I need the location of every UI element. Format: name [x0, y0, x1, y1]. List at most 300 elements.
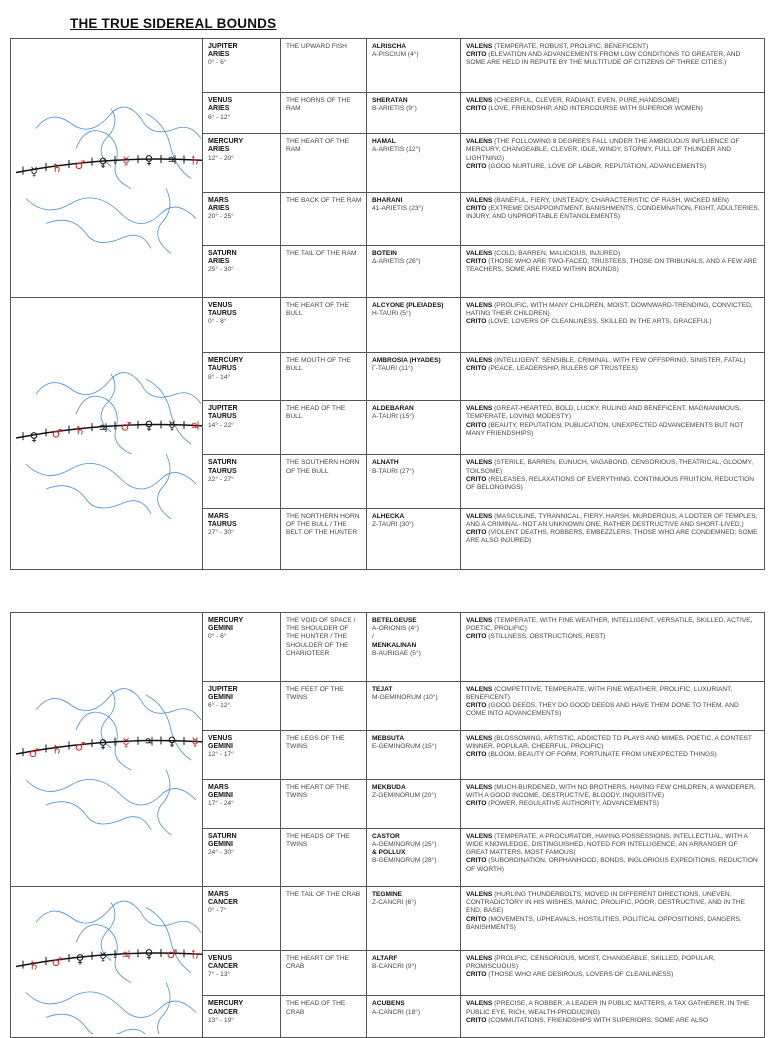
zodiac-strip-illustration	[16, 43, 203, 294]
crito-label: CRITO	[466, 257, 487, 265]
ruler-cell	[203, 730, 281, 779]
star-cell	[367, 779, 461, 828]
valens-text: (PRECISE, A ROBBER, A LEADER IN PUBLIC MATTERS, A TAX GATHERER, IN THE PUBLIC EYE, RICH, WEALTH-PRODUCING)	[466, 1000, 750, 1016]
valens-text: (CHEERFUL, CLEVER, RADIANT, EVEN, PURE,HANDSOME)	[494, 97, 680, 105]
bounds-table-gemini-cancer	[10, 612, 765, 1038]
valens-label: VALENS	[466, 954, 493, 962]
ruler-cell	[203, 455, 281, 508]
valens-text: (COMPETITIVE, TEMPERATE, WITH FINE WEATHER, PROLIFIC, LUXURIANT, BENEFICENT)	[466, 685, 733, 701]
ruler-cell	[203, 39, 281, 93]
valens-line	[466, 513, 760, 529]
valens-line	[466, 1000, 760, 1016]
planet-ruler: MERCURY	[208, 138, 244, 146]
planet-ruler: MARS	[208, 783, 229, 791]
symbol-text: THE HEAD OF THE CRAB	[286, 1000, 346, 1016]
star-name-secondary: & POLLUX	[372, 849, 406, 857]
valens-text: (INTELLIGENT, SENSIBLE, CRIMINAL, WITH FEW OFFSPRING, SINISTER, FATAL)	[494, 357, 746, 365]
crito-label: CRITO	[466, 51, 487, 59]
zodiac-sign: TAURUS	[208, 310, 237, 318]
star-designation-secondary: Β-AURIGAE (5°)	[372, 649, 421, 657]
constellation-figure	[26, 107, 201, 253]
symbol-text: THE TAIL OF THE CRAB	[286, 891, 361, 898]
crito-text: (THOSE WHO ARE TWO-FACED, TRUSTEES, THOSE ON TRIBUNALS, AND A FEW ARE TEACHERS, SOME ARE FIXED WITHIN BOUNDS)	[466, 257, 758, 274]
valens-text: (BANEFUL, FIERY, UNSTEADY, CHARACTERISTIC OF RASH, WICKED MEN)	[494, 196, 729, 204]
star-cell	[367, 455, 461, 508]
zodiac-sign: TAURUS	[208, 520, 237, 528]
valens-text: (MASCULINE, TYRANNICAL, FIERY, HARSH, MURDEROUS, A LOOTER OF TEMPLES, AND A CRIMINAL- NOT AN UNKNOWN ONE, RATHER DESTRUCTIVE AND SHORT-LIVED.)	[466, 512, 758, 528]
planet-ruler: MERCURY	[208, 357, 244, 365]
symbol-text: THE VOID OF SPACE / THE SHOULDER OF THE HUNTER / THE SHOULDER OF THE CHARIOTEER	[286, 617, 356, 657]
zodiac-sign: TAURUS	[208, 413, 237, 421]
mercury-glyph-icon: ☿	[30, 164, 38, 179]
planet-ruler: MARS	[208, 512, 229, 520]
crito-label: CRITO	[466, 475, 487, 483]
saturn-glyph-icon: ♄	[74, 423, 86, 438]
degree-range: 0° - 6°	[208, 59, 227, 67]
valens-text: (TEMPERATE, A PROCURATOR, HAVING POSSESSIONS, INTELLECTUAL, WITH A WIDE KNOWLEDGE, DISTINGUISHED, NOTED FOR INTELLIGENCE, AN ARRANGER OF GREAT MATTERS, MOST FAMOUS)	[466, 832, 748, 857]
star-name: ALHECKA	[372, 512, 405, 520]
star-cell	[367, 192, 461, 245]
star-designation: Α-CANCRI (18°)	[372, 1008, 421, 1016]
crito-text: (GOOD DEEDS, THEY DO GOOD DEEDS AND HAVE THEM DONE TO THEM, AND COME INTO ADVANCEMENTS)	[466, 701, 739, 718]
star-name: BHARANI	[372, 196, 403, 204]
star-cell	[367, 93, 461, 134]
venus-glyph-icon: ♀	[167, 734, 177, 749]
zodiac-sign: GEMINI	[208, 693, 233, 701]
zodiac-sign: ARIES	[208, 51, 230, 59]
valens-line	[466, 250, 760, 258]
zodiac-strip-illustration	[16, 302, 203, 566]
page-title: THE TRUE SIDEREAL BOUNDS	[70, 16, 277, 31]
zodiac-sign: ARIES	[208, 146, 230, 154]
crito-text: (EXTREME DISAPPOINTMENT, BANISHMENTS, CONDEMNATION, FIGHT, ADULTERIES, INJURY, AND UNPROFITABLE ENTANGLEMENTS)	[466, 204, 760, 220]
interpretation-cell	[461, 950, 765, 996]
star-separator: /	[372, 633, 374, 641]
bound-row	[11, 298, 765, 353]
ruler-cell	[203, 950, 281, 996]
crito-line	[466, 318, 760, 326]
symbol-cell	[281, 298, 367, 353]
valens-label: VALENS	[466, 196, 493, 204]
valens-line	[466, 833, 760, 858]
symbol-cell	[281, 730, 367, 779]
venus-glyph-icon: ♀	[144, 418, 154, 433]
star-designation: Ζ-CANCRI (6°)	[372, 899, 417, 907]
venus-glyph-icon: ♀	[75, 951, 85, 966]
valens-line	[466, 735, 760, 751]
zodiac-strip-illustration	[16, 891, 203, 1034]
mercury-glyph-icon: ☿	[122, 154, 130, 169]
valens-line	[466, 357, 760, 365]
valens-label: VALENS	[466, 97, 493, 105]
valens-line	[466, 302, 760, 318]
constellation-figure	[26, 689, 201, 835]
degree-range: 17° - 24°	[208, 800, 234, 808]
star-designation: Μ-GEMINORUM (10°)	[372, 693, 438, 701]
saturn-glyph-icon: ♄	[51, 160, 63, 175]
crito-label: CRITO	[466, 318, 487, 326]
crito-line	[466, 971, 760, 979]
crito-label: CRITO	[466, 970, 487, 978]
crito-text: (ELEVATION AND ADVANCEMENTS FROM LOW CONDITIONS TO GREATER, AND SOME ARE HELD IN REPUTE BY THE MULTITUDE OF CITIZENS OF THREE CITIES.)	[466, 51, 741, 67]
symbol-text: THE TAIL OF THE RAM	[286, 249, 357, 257]
crito-text: (MOVEMENTS, UPHEAVALS, HOSTILITIES, POLITICAL OPPOSITIONS, DANGERS, BANISHMENTS)	[466, 915, 742, 931]
star-cell	[367, 828, 461, 886]
valens-text: (HURLING THUNDERBOLTS, MOVED IN DIFFERENT DIRECTIONS, UNEVEN, CONTRADICTORY IN HIS WISHES, MANIC, PROLIFIC, POOR, DESTRUCTIVE, AND IN THE END, BASE)	[466, 891, 746, 915]
valens-label: VALENS	[466, 357, 493, 365]
symbol-text: THE HEART OF THE RAM	[286, 138, 350, 154]
zodiac-sign: CANCER	[208, 1008, 238, 1016]
symbol-text: THE FEET OF THE TWINS	[286, 685, 344, 701]
zodiac-sign: GEMINI	[208, 840, 233, 848]
crito-label: CRITO	[466, 633, 487, 641]
planet-ruler: SATURN	[208, 459, 237, 467]
star-cell	[367, 950, 461, 996]
symbol-cell	[281, 39, 367, 93]
valens-label: VALENS	[466, 405, 493, 413]
valens-label: VALENS	[466, 685, 493, 693]
star-cell	[367, 508, 461, 569]
interpretation-cell	[461, 779, 765, 828]
star-name: ACUBENS	[372, 1000, 405, 1008]
star-designation: 41-ARIETIS (23°)	[372, 204, 424, 212]
interpretation-cell	[461, 508, 765, 569]
interpretation-cell	[461, 887, 765, 951]
valens-label: VALENS	[466, 783, 493, 791]
symbol-text: THE NORTHERN HORN OF THE BULL / THE BELT OF THE HUNTER	[286, 512, 360, 537]
crito-line	[466, 633, 760, 641]
valens-label: VALENS	[466, 1000, 493, 1008]
degree-range: 13° - 19°	[208, 1016, 234, 1024]
zodiac-sign: CANCER	[208, 962, 238, 970]
zodiac-sign: GEMINI	[208, 625, 233, 633]
symbol-cell	[281, 245, 367, 297]
ruler-cell	[203, 508, 281, 569]
mars-glyph-icon: ♂	[51, 954, 63, 969]
symbol-cell	[281, 134, 367, 192]
star-name: CASTOR	[372, 832, 400, 840]
crito-line	[466, 529, 760, 545]
star-name: MEKBUDA	[372, 783, 406, 791]
planet-ruler: VENUS	[208, 954, 233, 962]
valens-label: VALENS	[466, 617, 493, 624]
ruler-cell	[203, 401, 281, 455]
interpretation-cell	[461, 134, 765, 192]
star-designation: Ζ-TAURI (30°)	[372, 520, 414, 528]
crito-text: (BEAUTY, REPUTATION, PUBLICATION, UNEXPECTED ADVANCEMENTS BUT NOT MANY FRIENDSHIPS)	[466, 421, 744, 437]
degree-range: 0° - 7°	[208, 907, 227, 915]
star-cell	[367, 681, 461, 730]
star-cell	[367, 613, 461, 682]
venus-glyph-icon: ♀	[29, 430, 39, 445]
star-designation: Α-GEMINORUM (25°)	[372, 840, 437, 848]
star-designation: Α-ORIONIS (4°)	[372, 625, 419, 633]
ruler-cell	[203, 353, 281, 401]
star-cell	[367, 996, 461, 1038]
star-designation: Α-TAURI (15°)	[372, 413, 415, 421]
crito-text: (GOOD NURTURE, LOVE OF LABOR, REPUTATION, ADVANCEMENTS)	[488, 162, 707, 170]
interpretation-cell	[461, 245, 765, 297]
symbol-cell	[281, 996, 367, 1038]
valens-text: (PROLIFIC, WITH MANY CHILDREN, MOIST, DOWNWARD-TRENDING, CONVICTED, HATING THEIR CHILDREN)	[466, 302, 753, 318]
crito-text: (COMMUTATIONS, FRIENDSHIPS WITH SUPERIORS; SOME ARE ALSO	[488, 1016, 709, 1024]
symbol-cell	[281, 192, 367, 245]
mars-glyph-icon: ♂	[120, 419, 132, 434]
symbol-cell	[281, 887, 367, 951]
crito-label: CRITO	[466, 1016, 487, 1024]
crito-line	[466, 422, 760, 438]
valens-line	[466, 138, 760, 163]
valens-line	[466, 891, 760, 916]
crito-line	[466, 258, 760, 274]
ruler-cell	[203, 134, 281, 192]
symbol-text: THE BACK OF THE RAM	[286, 196, 362, 204]
star-designation: Β-ARIETIS (9°)	[372, 105, 417, 113]
zodiac-sign: ARIES	[208, 204, 230, 212]
ruler-cell	[203, 192, 281, 245]
degree-range: 6° - 12°	[208, 113, 231, 121]
crito-line	[466, 476, 760, 492]
symbol-cell	[281, 779, 367, 828]
symbol-text: THE HEART OF THE CRAB	[286, 954, 350, 970]
valens-line	[466, 405, 760, 421]
star-designation: Α-PISCIUM (4°)	[372, 51, 419, 59]
star-name: TEJAT	[372, 685, 393, 693]
degree-range: 12° - 17°	[208, 750, 234, 758]
valens-label: VALENS	[466, 832, 493, 840]
jupiter-glyph-icon: ♃	[189, 419, 201, 434]
symbol-text: THE SOUTHERN HORN OF THE BULL	[286, 459, 360, 475]
symbol-cell	[281, 455, 367, 508]
symbol-cell	[281, 353, 367, 401]
valens-text: (COLD, BARREN, MALICIOUS, INJURED)	[494, 249, 621, 257]
crito-label: CRITO	[466, 162, 487, 170]
degree-range: 0° - 6°	[208, 633, 227, 641]
valens-text: (TEMPERATE, WITH FINE WEATHER, INTELLIGENT, VERSATILE, SKILLED, ACTIVE, POETIC, PROLIFIC)	[466, 617, 753, 633]
sign-illustration-cell	[11, 298, 203, 570]
degree-range: 14° - 22°	[208, 421, 234, 429]
saturn-glyph-icon: ♄	[189, 153, 201, 168]
star-cell	[367, 134, 461, 192]
mercury-glyph-icon: ☿	[191, 735, 199, 750]
bound-row	[11, 613, 765, 682]
symbol-cell	[281, 401, 367, 455]
symbol-cell	[281, 950, 367, 996]
crito-label: CRITO	[466, 204, 487, 212]
crito-text: (THOSE WHO ARE DESIROUS, LOVERS OF CLEANLINESS)	[488, 970, 674, 978]
venus-glyph-icon: ♀	[144, 153, 154, 168]
crito-label: CRITO	[466, 750, 487, 758]
mercury-glyph-icon: ☿	[168, 418, 176, 433]
bounds-table-aries-taurus	[10, 38, 765, 570]
valens-line	[466, 784, 760, 800]
mercury-glyph-icon: ☿	[99, 949, 107, 964]
venus-glyph-icon: ♀	[144, 947, 154, 962]
symbol-cell	[281, 613, 367, 682]
ruler-cell	[203, 828, 281, 886]
valens-label: VALENS	[466, 891, 493, 898]
star-name: AMBROSIA (HYADES)	[372, 357, 441, 365]
crito-label: CRITO	[466, 529, 487, 537]
planet-ruler: SATURN	[208, 249, 237, 257]
symbol-cell	[281, 828, 367, 886]
crito-line	[466, 857, 760, 873]
ruler-cell	[203, 779, 281, 828]
jupiter-glyph-icon: ♃	[97, 421, 109, 436]
symbol-text: THE HEART OF THE BULL	[286, 302, 350, 318]
interpretation-cell	[461, 353, 765, 401]
planet-ruler: SATURN	[208, 832, 237, 840]
sign-illustration-cell	[11, 613, 203, 887]
crito-line	[466, 105, 760, 113]
crito-label: CRITO	[466, 915, 487, 923]
crito-label: CRITO	[466, 857, 487, 865]
symbol-cell	[281, 681, 367, 730]
star-name: SHERATAN	[372, 97, 408, 105]
crito-line	[466, 365, 760, 373]
crito-text: (BLOOM, BEAUTY OF FORM, FORTUNATE FROM UNEXPECTED THINGS)	[488, 750, 717, 758]
ruler-cell	[203, 996, 281, 1038]
degree-range: 12° - 20°	[208, 154, 234, 162]
crito-label: CRITO	[466, 421, 487, 429]
venus-glyph-icon: ♀	[98, 155, 108, 170]
star-name: ALDEBARAN	[372, 405, 414, 413]
interpretation-cell	[461, 730, 765, 779]
ruler-cell	[203, 245, 281, 297]
symbol-text: THE HEAD OF THE BULL	[286, 405, 346, 421]
star-designation: Η-TAURI (5°)	[372, 310, 411, 318]
crito-line	[466, 751, 760, 759]
bound-row	[11, 39, 765, 93]
crito-line	[466, 702, 760, 718]
mars-glyph-icon: ♂	[28, 746, 40, 761]
symbol-text: THE LEGS OF THE TWINS	[286, 734, 345, 750]
star-name: BETELGEUSE	[372, 617, 417, 624]
crito-text: (POWER, REGULATIVE AUTHORITY, ADVANCEMENTS)	[488, 800, 659, 808]
mars-glyph-icon: ♂	[74, 739, 86, 754]
star-cell	[367, 298, 461, 353]
symbol-text: THE MOUTH OF THE BULL	[286, 357, 352, 373]
planet-ruler: MERCURY	[208, 1000, 244, 1008]
degree-range: 6° - 12°	[208, 701, 231, 709]
mars-glyph-icon: ♂	[166, 947, 178, 962]
zodiac-sign: TAURUS	[208, 467, 237, 475]
valens-line	[466, 686, 760, 702]
symbol-text: THE UPWARD FISH	[286, 43, 347, 50]
zodiac-sign: ARIES	[208, 105, 230, 113]
crito-line	[466, 916, 760, 932]
valens-label: VALENS	[466, 249, 493, 257]
symbol-text: THE HORNS OF THE RAM	[286, 97, 351, 113]
planet-ruler: VENUS	[208, 97, 233, 105]
planet-ruler: VENUS	[208, 302, 233, 309]
crito-line	[466, 800, 760, 808]
valens-label: VALENS	[466, 734, 493, 742]
star-designation-secondary: Β-GEMINORUM (28°)	[372, 857, 437, 865]
valens-text: (TEMPERATE, ROBUST, PROLIFIC, BENEFICENT)	[494, 43, 649, 50]
interpretation-cell	[461, 455, 765, 508]
degree-range: 25° - 30°	[208, 266, 234, 274]
star-name: HAMAL	[372, 138, 396, 146]
symbol-text: THE HEADS OF THE TWINS	[286, 832, 350, 848]
degree-range: 0° - 8°	[208, 318, 227, 326]
zodiac-sign: GEMINI	[208, 791, 233, 799]
jupiter-glyph-icon: ♃	[143, 734, 155, 749]
star-name-secondary: MENKALINAN	[372, 641, 417, 649]
star-cell	[367, 39, 461, 93]
star-name: BOTEIN	[372, 249, 397, 257]
interpretation-cell	[461, 39, 765, 93]
saturn-glyph-icon: ♄	[189, 947, 201, 962]
valens-label: VALENS	[466, 43, 493, 50]
planet-ruler: MARS	[208, 891, 229, 898]
degree-range: 27° - 30°	[208, 529, 234, 537]
crito-line	[466, 51, 760, 67]
degree-range: 22° - 27°	[208, 475, 234, 483]
zodiac-sign: TAURUS	[208, 365, 237, 373]
mercury-glyph-icon: ☿	[122, 735, 130, 750]
crito-label: CRITO	[466, 800, 487, 808]
star-name: TEGMINE	[372, 891, 403, 898]
valens-line	[466, 197, 760, 205]
valens-line	[466, 955, 760, 971]
ruler-cell	[203, 887, 281, 951]
zodiac-sign: GEMINI	[208, 742, 233, 750]
interpretation-cell	[461, 401, 765, 455]
interpretation-cell	[461, 298, 765, 353]
crito-text: (LOVE, LOVERS OF CLEANLINESS, SKILLED IN THE ARTS, GRACEFUL)	[488, 318, 712, 326]
degree-range: 24° - 30°	[208, 849, 234, 857]
venus-glyph-icon: ♀	[98, 737, 108, 752]
crito-label: CRITO	[466, 105, 487, 113]
degree-range: 7° - 13°	[208, 970, 231, 978]
star-cell	[367, 245, 461, 297]
star-cell	[367, 887, 461, 951]
degree-range: 8° - 14°	[208, 373, 231, 381]
star-cell	[367, 730, 461, 779]
interpretation-cell	[461, 828, 765, 886]
planet-ruler: MARS	[208, 196, 229, 204]
saturn-glyph-icon: ♄	[28, 958, 40, 973]
star-designation: Ε-GEMINORUM (15°)	[372, 742, 437, 750]
star-designation: Β-CANCRI (9°)	[372, 962, 417, 970]
star-designation: Δ-ARIETIS (26°)	[372, 257, 421, 265]
ruler-cell	[203, 298, 281, 353]
valens-text: (GREAT-HEARTED, BOLD, LUCKY, RULING AND BENEFICENT, MAGNANIMOUS, TEMPERATE, LOVING MODESTY)	[466, 405, 742, 421]
crito-text: (LOVE, FRIENDSHIP, AND INTERCOURSE WITH SUPERIOR WOMEN)	[488, 105, 703, 113]
star-designation: Γ-TAURI (11°)	[372, 365, 413, 373]
interpretation-cell	[461, 681, 765, 730]
ruler-cell	[203, 681, 281, 730]
mars-glyph-icon: ♂	[51, 426, 63, 441]
mars-glyph-icon: ♂	[74, 157, 86, 172]
sign-illustration-cell	[11, 887, 203, 1038]
symbol-text: THE HEART OF THE TWINS	[286, 783, 350, 799]
constellation-figure	[26, 373, 201, 519]
valens-label: VALENS	[466, 302, 493, 309]
star-designation: Α-ARIETIS (12°)	[372, 146, 421, 154]
crito-line	[466, 205, 760, 221]
crito-text: (RELEASES, RELAXATIONS OF EVERYTHING, CONTINUOUS FRUITION, REDUCTION OF BELONGINGS)	[466, 475, 754, 492]
crito-label: CRITO	[466, 701, 487, 709]
star-name: ALTARF	[372, 954, 398, 962]
zodiac-sign: ARIES	[208, 257, 230, 265]
valens-text: (BLOSSOMING, ARTISTIC, ADDICTED TO PLAYS AND MIMES, POETIC, A CONTEST WINNER, POPULAR, CHEERFUL, PROLIFIC)	[466, 734, 752, 750]
star-name: MEBSUTA	[372, 734, 405, 742]
zodiac-strip-illustration	[16, 617, 203, 883]
valens-line	[466, 97, 760, 105]
star-cell	[367, 401, 461, 455]
